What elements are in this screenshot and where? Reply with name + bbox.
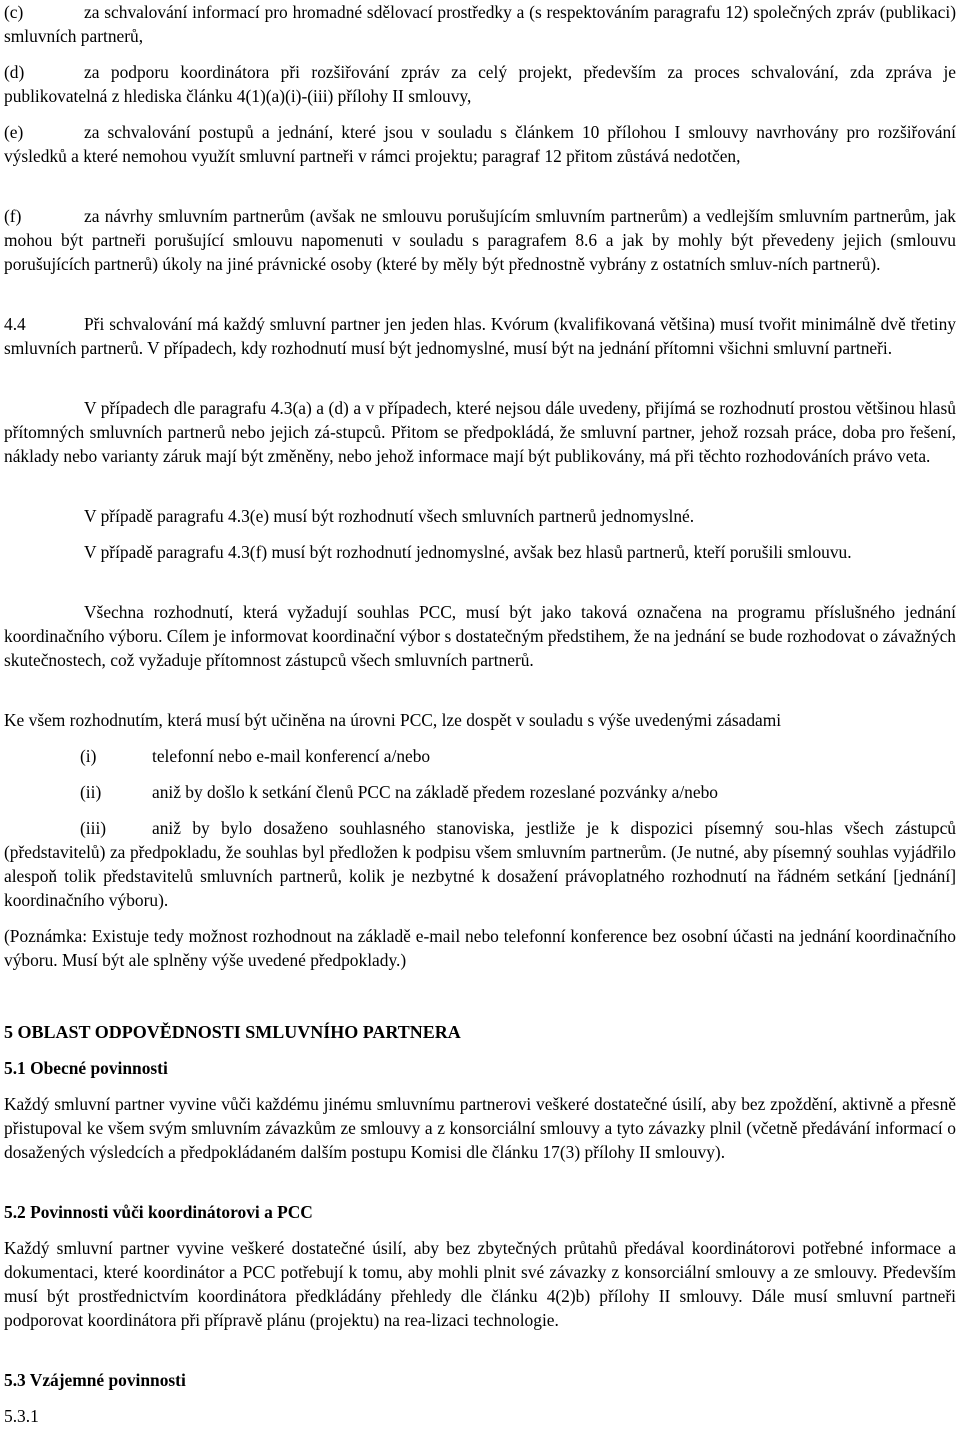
paragraph-majority: V případech dle paragrafu 4.3(a) a (d) a v případech, které nejsou dále uvedeny, přijímá se rozhodnutí prostou většinou hlasů přítomných smluvních partnerů nebo jejich zá-stupců. Přitom se předpokládá, že smluvní partner, jehož rozsah práce, doba pro řešení, náklady nebo varianty záruk mají být změněny, nebo jehož informace mají být publikovány, má při těchto rozhodováních právo veta. [4,398,956,466]
item-label: (f) [4,206,22,226]
list-label: (i) [80,746,97,766]
list-text: aniž by bylo dosaženo souhlasného stanoviska, jestliže je k dispozici písemný sou-hlas všech zástupců (představitelů) za předpokladu, že souhlas byl předložen k podpisu všem smluvním partnerům. (Je nutné, aby písemný souhlas vyjádřilo alespoň tolik představitelů smluvních partnerů, kolik je nezbytné k dosažení právoplatného rozhodnutí na řádném setkání [jednání] koordinačního výboru). [4,818,956,910]
section-number: 4.4 [4,314,26,334]
item-text: za schvalování postupů a jednání, které jsou v souladu s článkem 10 přílohou I smlouvy navrhovány pro rozšiřování výsledků a které nemohou využít smluvní partneři v rámci projektu; paragraf 12 přitom zůstává nedotčen, [4,122,956,166]
list-item-iii [4,816,956,912]
text-5-1: Každý smluvní partner vyvine vůči každému jinému smluvnímu partnerovi veškeré dostatečné úsilí, aby bez zpoždění, aktivně a přesně přistupoval ke všem svým smluvním závazkům ze smlouvy a z konsorciální smlouvy a tyto závazky plnil (včetně předávání informací o dosažených výsledcích a předpokládaném dalším postupu Komisi dle článku 17(3) přílohy II smlouvy). [4,1094,956,1162]
item-text: za návrhy smluvním partnerům (avšak ne smlouvu porušujícím smluvním partnerům) a vedlejším smluvním partnerům, jak mohou být partneři porušující smlouvu napomenuti v souladu s paragrafem 8.6 a jak by mohly být převedeny jejich (smlouvu porušujících partnerů) úkoly na jiné právnické osoby (které by měly být přednostně vybrány z ostatních smluv-ních partnerů). [4,206,956,274]
item-text: za podporu koordinátora při rozšiřování zpráv za celý projekt, především za proces schvalování, zda zpráva je publikovatelná z hlediska článku 4(1)(a)(i)-(iii) přílohy II smlouvy, [4,62,956,106]
subsection-number-5-3-1: 5.3.1 [4,1406,39,1426]
item-e [4,120,956,168]
heading-section-5: 5 OBLAST ODPOVĚDNOSTI SMLUVNÍHO PARTNERA [4,1022,461,1042]
item-text: za schvalování informací pro hromadné sdělovací prostředky a (s respektováním paragrafu 12) společných zpráv (publikaci) smluvních partnerů, [4,2,956,46]
heading-5-3: 5.3 Vzájemné povinnosti [4,1370,186,1390]
list-text: aniž by došlo k setkání členů PCC na základě předem rozeslané pozvánky a/nebo [152,782,718,802]
list-text: telefonní nebo e-mail konferencí a/nebo [152,746,431,766]
heading-5-1: 5.1 Obecné povinnosti [4,1058,168,1078]
section-4-4 [4,312,956,360]
item-label: (c) [4,2,24,22]
item-c [4,0,956,48]
paragraph-unanimous-e: V případě paragrafu 4.3(e) musí být rozhodnutí všech smluvních partnerů jednomyslné. [84,506,695,526]
paragraph-unanimous-f: V případě paragrafu 4.3(f) musí být rozhodnutí jednomyslné, avšak bez hlasů partnerů, kteří porušili smlouvu. [84,542,852,562]
heading-5-2: 5.2 Povinnosti vůči koordinátorovi a PCC [4,1202,313,1222]
list-label: (ii) [80,782,102,802]
note: (Poznámka: Existuje tedy možnost rozhodnout na základě e-mail nebo telefonní konference bez osobní účasti na jednání koordinačního výboru. Musí být ale splněny výše uvedené předpoklady.) [4,926,956,970]
paragraph-pcc-agenda: Všechna rozhodnutí, která vyžadují souhlas PCC, musí být jako taková označena na programu příslušného jednání koordinačního výboru. Cílem je informovat koordinační výbor s dostatečným předstihem, že na jednání se bude rozhodovat o závažných skutečnostech, což vyžaduje přítomnost zástupců všech smluvních partnerů. [4,602,956,670]
text-5-2: Každý smluvní partner vyvine veškeré dostatečné úsilí, aby bez zbytečných průtahů předával koordinátorovi potřebné informace a dokumentaci, které koordinátor a PCC potřebují k tomu, aby mohli plnit své závazky z konsorciální smlouvy a ze smlouvy. Především musí být prostřednictvím koordinátora předkládány přehledy dle článku 4(2)b) přílohy II smlouvy. Dále musí smluvní partneři podporovat koordinátora při přípravě plánu (projektu) na rea-lizaci technologie. [4,1238,956,1330]
list-item-ii [4,780,956,804]
section-text: Při schvalování má každý smluvní partner jen jeden hlas. Kvórum (kvalifikovaná většina) musí tvořit minimálně dvě třetiny smluvních partnerů. V případech, kdy rozhodnutí musí být jednomyslné, musí být na jednání přítomni všichni smluvní partneři. [4,314,956,358]
paragraph-pcc-decisions: Ke všem rozhodnutím, která musí být učiněna na úrovni PCC, lze dospět v souladu s výše uvedenými zásadami [4,710,782,730]
item-f [4,204,956,276]
list-label: (iii) [80,818,107,838]
list-item-i [4,744,956,768]
item-label: (d) [4,62,25,82]
item-label: (e) [4,122,24,142]
item-d [4,60,956,108]
